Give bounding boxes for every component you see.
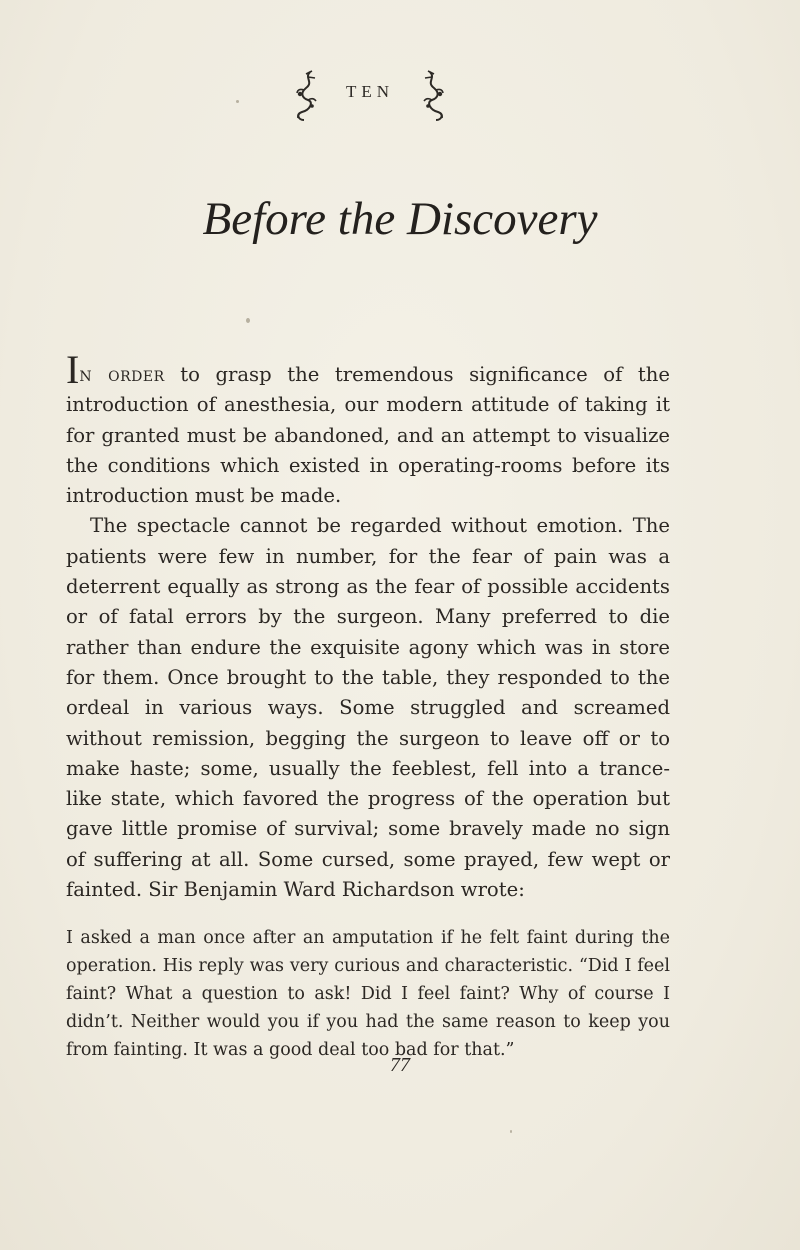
paper-speck	[510, 1130, 512, 1133]
chapter-number: TEN	[345, 82, 395, 101]
paper-speck	[236, 100, 239, 103]
page-number: 77	[390, 1054, 410, 1076]
paper-speck	[246, 318, 250, 323]
paragraph: The spectacle cannot be regarded without emotion. The patients were few in number, for the fear of pain was a deterrent equally as strong as the fear of possible accidents or of fatal errors by the surgeon. Many preferred to die rather than endure the exquisite agony which was in store for them. Once brought to the table, they responded to the ordeal in various ways. Some struggled and screamed without remission, begging the surgeon to leave off or to make haste; some, usually the feeblest, fell into a trance-like state, which favored the progress of the operation but gave little promise of survival; some bravely made no sign of suffering at all. Some cursed, some prayed, few wept or fainted. Sir Benjamin Ward Richardson wrote:	[66, 514, 670, 902]
drop-cap: I	[66, 347, 80, 392]
quote-text: I asked a man once after an amputation if he felt faint during the operation. His reply was very curious and characteristic. “Did I feel faint? What a question to ask! Did I feel faint? Why of course I didn’t. Neither would you if you had the same reason to keep you from fainting. It was a good deal too bad for that.”	[66, 928, 670, 1060]
paragraph	[66, 347, 670, 511]
lead-smallcaps: n order	[79, 363, 165, 386]
block-quote	[66, 924, 670, 1064]
floral-flourish-icon	[288, 68, 322, 124]
body-text	[66, 347, 670, 905]
paragraph-text: to grasp the tremendous significance of the introduction of anesthesia, our modern attitude of taking it for granted must be abandoned, and an attempt to visualize the conditions which existed in operating-rooms before its introduction must be made.	[66, 363, 670, 508]
chapter-title: Before the Discovery	[202, 193, 598, 245]
floral-flourish-icon	[418, 68, 452, 124]
chapter-heading	[0, 68, 800, 128]
